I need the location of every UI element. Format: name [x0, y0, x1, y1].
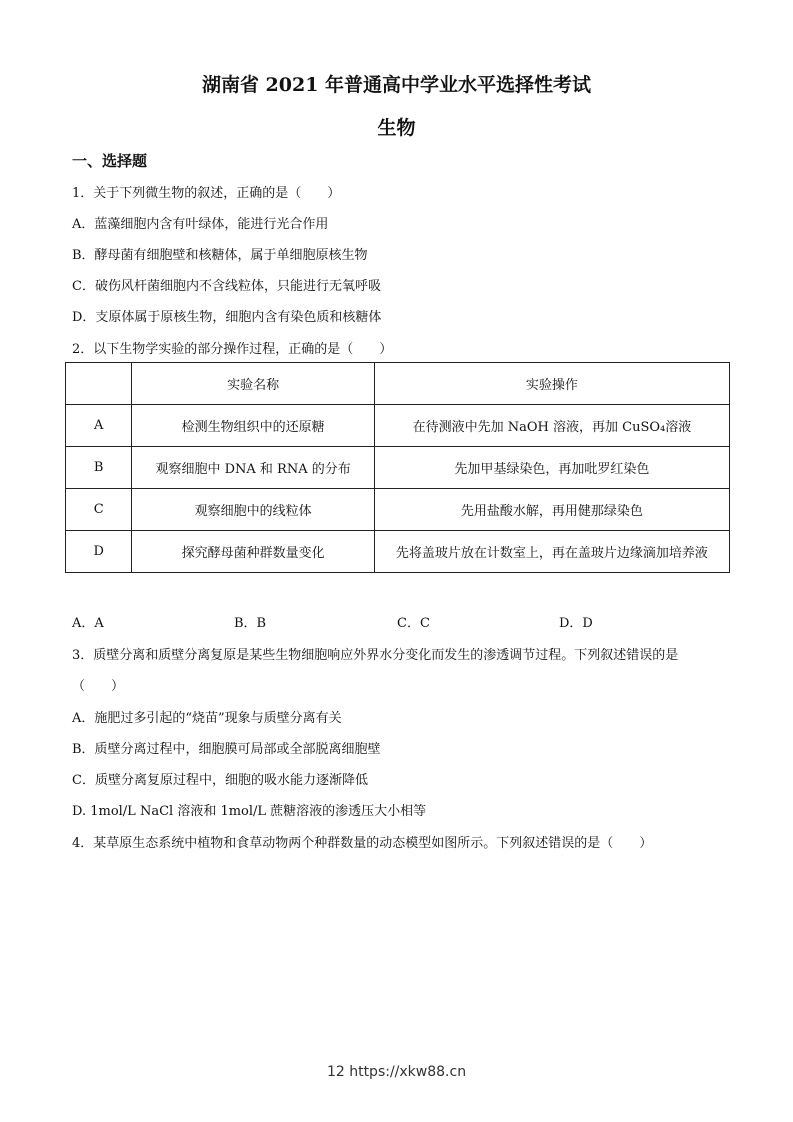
q3-option-d: D. 1mol/L NaCl 溶液和 1mol/L 蔗糖溶液的渗透压大小相等 — [72, 804, 427, 819]
q3-stem-continued: （ ） — [72, 679, 125, 694]
table-header-cell: 实验操作 — [374, 363, 729, 405]
table-cell: C — [66, 489, 132, 531]
table-cell: 观察细胞中的线粒体 — [132, 489, 374, 531]
subject-title: 生物 — [377, 117, 416, 139]
table-cell: 先用盐酸水解，再用健那绿染色 — [374, 489, 729, 531]
table-cell: A — [66, 405, 132, 447]
table-cell: 观察细胞中 DNA 和 RNA 的分布 — [132, 447, 374, 489]
table-cell: 先加甲基绿染色，再加吡罗红染色 — [374, 447, 729, 489]
table-cell: 检测生物组织中的还原糖 — [132, 405, 374, 447]
table-row — [66, 531, 730, 573]
page-footer: 12 https://xkw88.cn — [326, 1064, 467, 1080]
q2-answer-b: B．B — [234, 616, 267, 631]
table-row — [66, 489, 730, 531]
table-cell: 探究酵母菌种群数量变化 — [132, 531, 374, 573]
q2-answer-a: A．A — [72, 616, 104, 631]
table-cell: 先将盖玻片放在计数室上，再在盖玻片边缘滴加培养液 — [374, 531, 729, 573]
q4-stem: 4．某草原生态系统中植物和食草动物两个种群数量的动态模型如图所示。下列叙述错误的是（ ） — [72, 836, 653, 851]
exam-title: 湖南省 2021 年普通高中学业水平选择性考试 — [201, 74, 592, 96]
experiment-table — [65, 362, 730, 573]
q1-option-b: B．酵母菌有细胞壁和核糖体，属于单细胞原核生物 — [72, 248, 368, 263]
section-heading: 一、选择题 — [72, 152, 148, 170]
q1-option-c: C．破伤风杆菌细胞内不含线粒体，只能进行无氧呼吸 — [72, 279, 381, 294]
q1-option-d: D．支原体属于原核生物，细胞内含有染色质和核糖体 — [72, 310, 382, 325]
q3-option-b: B．质壁分离过程中，细胞膜可局部或全部脱离细胞壁 — [72, 742, 381, 757]
table-cell: 在待测液中先加 NaOH 溶液，再加 CuSO₄溶液 — [374, 405, 729, 447]
table-header-cell — [66, 363, 132, 405]
q1-stem: 1．关于下列微生物的叙述，正确的是（ ） — [72, 186, 341, 201]
table-header-cell: 实验名称 — [132, 363, 374, 405]
q3-option-a: A．施肥过多引起的“烧苗”现象与质壁分离有关 — [72, 711, 342, 726]
q2-stem: 2．以下生物学实验的部分操作过程，正确的是（ ） — [72, 342, 393, 357]
q1-option-a: A．蓝藻细胞内含有叶绿体，能进行光合作用 — [72, 217, 329, 232]
table-header-row — [66, 363, 730, 405]
q2-answer-d: D．D — [559, 616, 593, 631]
table-cell: D — [66, 531, 132, 573]
table-row — [66, 405, 730, 447]
q3-option-c: C．质壁分离复原过程中，细胞的吸水能力逐渐降低 — [72, 773, 368, 788]
q2-answer-c: C．C — [397, 616, 430, 631]
table-cell: B — [66, 447, 132, 489]
q3-stem: 3．质壁分离和质壁分离复原是某些生物细胞响应外界水分变化而发生的渗透调节过程。下列叙述错误的是 — [72, 648, 679, 663]
table-row — [66, 447, 730, 489]
